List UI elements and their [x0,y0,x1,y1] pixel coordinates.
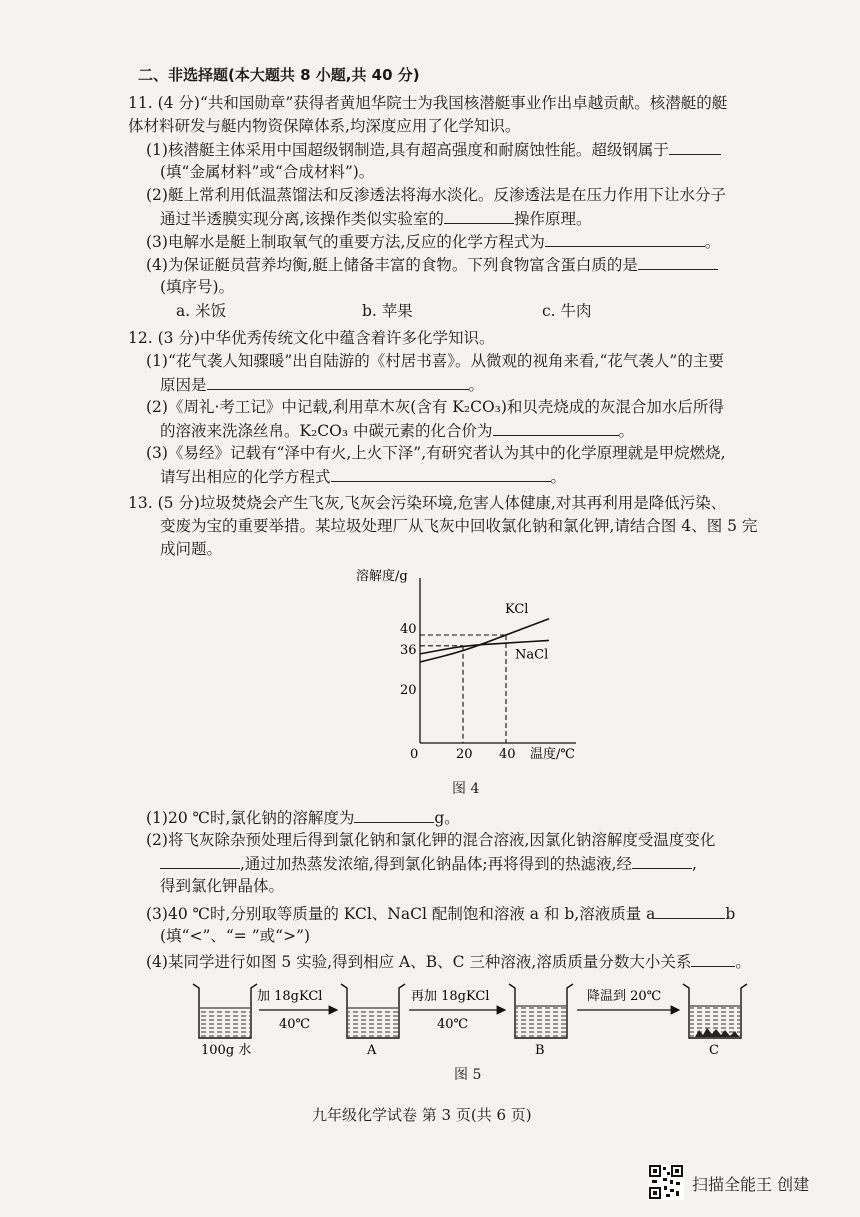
q12-part2-line2: 的溶液来洗涤丝帛。K₂CO₃ 中碳元素的化合价为 。 [160,419,634,442]
q11-part4-line1: (4)为保证艇员营养均衡,艇上储备丰富的食物。下列食物富含蛋白质的是 [146,253,718,276]
experiment-diagram [185,978,765,1060]
q13-part4-line: (4)某同学进行如图 5 实验,得到相应 A、B、C 三种溶液,溶质质量分数大小关系 。 [146,950,751,973]
q11-part2-line2: 通过半透膜实现分离,该操作类似实验室的 操作原理。 [160,207,591,230]
figure5-caption: 图 5 [454,1067,482,1083]
beaker-c [683,984,747,1038]
series-label-nacl: NaCl [515,647,549,663]
beaker-c-label: C [709,1043,719,1058]
y-tick-label: 20 [400,683,417,698]
solubility-chart [340,568,580,768]
q11-part1-blank[interactable] [669,138,721,155]
q12-part1-line1: (1)“花气袭人知骤暖”出自陆游的《村居书喜》。从微观的视角来看,“花气袭人”的主要 [146,352,724,370]
q11-part1-line1: (1)核潜艇主体采用中国超级钢制造,具有超高强度和耐腐蚀性能。超级钢属于 [146,138,721,161]
beaker-b-label: B [535,1043,545,1058]
q12-part3-line1: (3)《易经》记载有“泽中有火,上火下泽”,有研究者认为其中的化学原理就是甲烷燃烧, [146,444,726,462]
x-axis-label: 温度/℃ [530,747,575,762]
beaker-a [341,984,405,1038]
q13-part2-line2: ,通过加热蒸发浓缩,得到氯化钠晶体;再将得到的热滤液,经 , [160,852,697,875]
beaker-a-label: A [367,1043,377,1058]
y-axis-label: 溶解度/g [356,569,408,584]
q12-intro: 12. (3 分)中华优秀传统文化中蕴含着许多化学知识。 [128,329,495,347]
y-tick-label: 40 [400,622,417,637]
qr-code-icon [648,1164,684,1200]
beaker-water-label: 100g 水 [201,1043,252,1058]
q13-intro-line2: 变废为宝的重要举措。某垃圾处理厂从飞灰中回收氯化钠和氯化钾,请结合图 4、图 5 完 [160,517,758,535]
beaker-water [193,984,257,1038]
q11-option-b: b. 苹果 [362,302,413,320]
beaker-b [509,984,573,1038]
q13-part1-blank[interactable] [354,806,434,823]
q12-part2-blank[interactable] [493,419,619,436]
q13-part2-blank2[interactable] [632,852,692,869]
q12-part2-line1: (2)《周礼·考工记》中记载,利用草木灰(含有 K₂CO₃)和贝壳烧成的灰混合加水后所得 [146,398,724,416]
q12-part3-blank[interactable] [331,465,551,482]
q13-part2-blank1[interactable] [160,852,240,869]
arrow2-top-label: 再加 18gKCl [411,989,490,1004]
q11-intro-line1: 11. (4 分)“共和国勋章”获得者黄旭华院士为我国核潜艇事业作出卓越贡献。核潜艇的艇 [128,94,728,112]
arrow1-bottom-label: 40℃ [279,1017,311,1032]
q13-part1-line: (1)20 ℃时,氯化钠的溶解度为 g。 [146,806,460,829]
q13-part3-line1: (3)40 ℃时,分别取等质量的 KCl、NaCl 配制饱和溶液 a 和 b,溶液质量 a b [146,902,735,925]
x-tick-label: 20 [456,747,473,762]
q11-part2-blank[interactable] [444,207,514,224]
q11-part1-line2: (填“金属材料”或“合成材料”)。 [160,163,375,181]
q11-part4-line2: (填序号)。 [160,278,235,296]
q13-part2-line1: (2)将飞灰除杂预处理后得到氯化钠和氯化钾的混合溶液,因氯化钠溶解度受温度变化 [146,831,716,849]
x-tick-label: 0 [410,747,419,762]
q12-part1-line2: 原因是 。 [160,373,484,396]
figure4-caption: 图 4 [452,781,480,797]
q11-part2-line1: (2)艇上常利用低温蒸馏法和反渗透法将海水淡化。反渗透法是在压力作用下让水分子 [146,186,726,204]
page-footer: 九年级化学试卷 第 3 页(共 6 页) [312,1106,532,1124]
q11-part3-line: (3)电解水是艇上制取氧气的重要方法,反应的化学方程式为 。 [146,230,720,253]
q13-intro-line3: 成问题。 [160,540,223,558]
arrow1-top-label: 加 18gKCl [257,989,323,1004]
series-label-kcl: KCl [505,601,529,617]
section-title: 二、非选择题(本大题共 8 小题,共 40 分) [138,66,420,84]
q11-part3-blank[interactable] [545,230,705,247]
q11-intro-line2: 体材料研发与艇内物资保障体系,均深度应用了化学知识。 [128,117,521,135]
q13-part3-blank[interactable] [655,902,725,919]
q13-part2-line3: 得到氯化钾晶体。 [160,877,285,895]
x-tick-label: 40 [499,747,516,762]
arrow3-top-label: 降温到 20℃ [587,989,662,1004]
arrow2-bottom-label: 40℃ [437,1017,469,1032]
q11-option-a: a. 米饭 [176,302,227,320]
q11-option-c: c. 牛肉 [542,302,592,320]
q13-intro-line1: 13. (5 分)垃圾焚烧会产生飞灰,飞灰会污染环境,危害人体健康,对其再利用是降低污染、 [128,494,727,512]
q12-part1-blank[interactable] [207,373,469,390]
q12-part3-line2: 请写出相应的化学方程式 。 [160,465,566,488]
q13-part3-line2: (填“<”、“= ”或“>”) [160,927,311,945]
q11-part4-blank[interactable] [638,253,718,270]
y-tick-label: 36 [400,642,417,658]
q13-part4-blank[interactable] [691,950,735,967]
scanner-watermark: 扫描全能王 创建 [692,1175,810,1194]
